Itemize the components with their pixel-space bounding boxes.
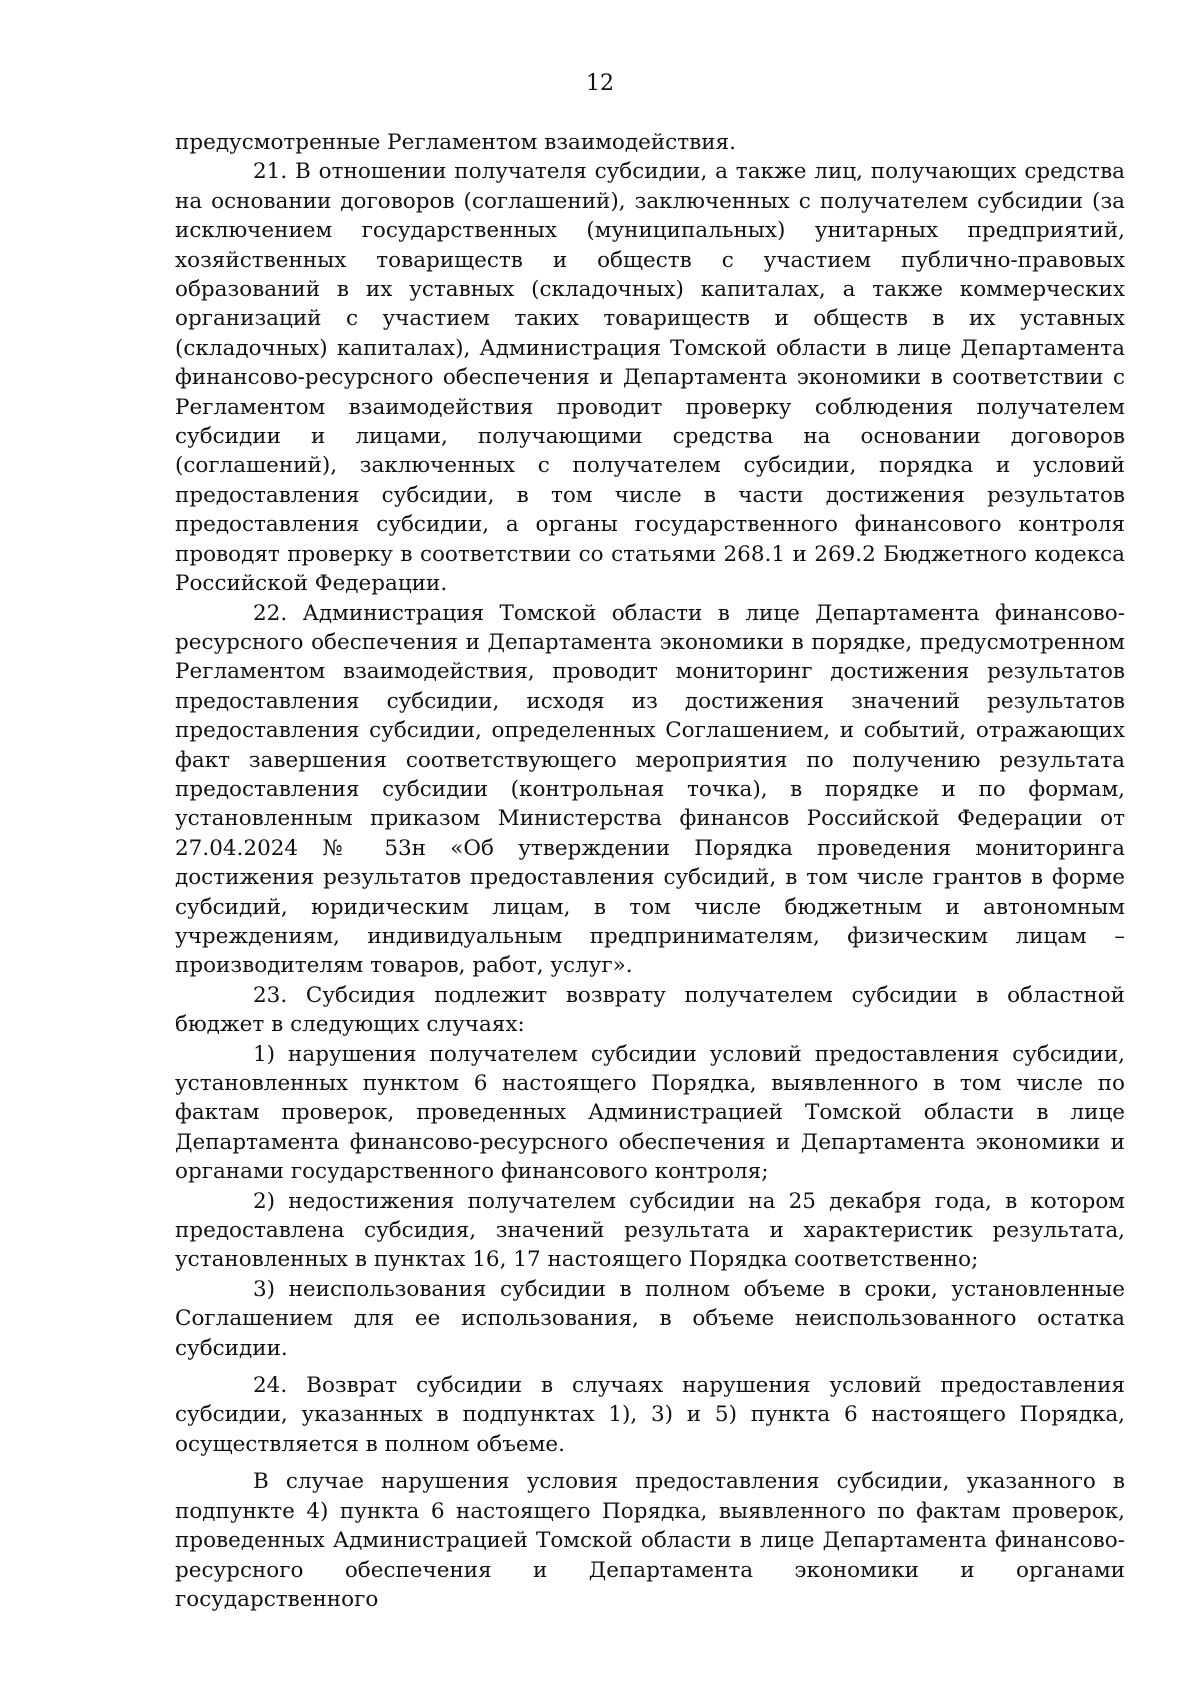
paragraph-24-continued: В случае нарушения условия предоставления субсидии, указанного в подпункте 4) пункта 6 настоящего Порядка, выявленного по фактам проверок, проведенных Администрацией Томской области в лице Департамента финансово-ресурсного обеспечения и Департамента экономики и органами государственного [175, 1469, 1125, 1612]
paragraph-23-item-1: 1) нарушения получателем субсидии условий предоставления субсидии, установленных пунктом 6 настоящего Порядка, выявленного в том числе по фактам проверок, проведенных Администрацией Томской области в лице Департамента финансово-ресурсного обеспечения и Департамента экономики и органами государственного финансового контроля; [175, 1041, 1125, 1185]
paragraph-21: 21. В отношении получателя субсидии, а также лиц, получающих средства на основании договоров (соглашений), заключенных с получателем субсидии (за исключением государственных (муниципальных) унитарных предприятий, хозяйственных товариществ и обществ с участием публично-правовых образований в их уставных (складочных) капиталах, а также коммерческих организаций с участием таких товариществ и обществ в их уставных (складочных) капиталах), Администрация Томской области в лице Департамента финансово-ресурсного обеспечения и Департамента экономики в соответствии с Регламентом взаимодействия проводит проверку соблюдения получателем субсидии и лицами, получающими средства на основании договоров (соглашений), заключенных с получателем субсидии, порядка и условий предоставления субсидии, в том числе в части достижения результатов предоставления субсидии, а органы государственного финансового контроля проводят проверку в соответствии со статьями 268.1 и 269.2 Бюджетного кодекса Российской Федерации. [175, 159, 1125, 597]
paragraph-22: 22. Администрация Томской области в лице Департамента финансово-ресурсного обеспечения и Департамента экономики в порядке, предусмотренном Регламентом взаимодействия, проводит мониторинг достижения результатов предоставления субсидии, исходя из достижения значений результатов предоставления субсидии, определенных Соглашением, и событий, отражающих факт завершения соответствующего мероприятия по получению результата предоставления субсидии (контрольная точка), в порядке и по формам, установленным приказом Министерства финансов Российской Федерации от 27.04.2024 № 53н «Об утверждении Порядка проведения мониторинга достижения результатов предоставления субсидий, в том числе грантов в форме субсидий, юридическим лицам, в том числе бюджетным и автономным учреждениям, индивидуальным предпринимателям, физическим лицам – производителям товаров, работ, услуг». [175, 600, 1125, 979]
page-number: 12 [586, 71, 614, 96]
paragraph-23-item-2: 2) недостижения получателем субсидии на 25 декабря года, в котором предоставлена субсидия, значений результата и характеристик результата, установленных в пунктах 16, 17 настоящего Порядка соответственно; [175, 1188, 1125, 1273]
paragraph-24: 24. Возврат субсидии в случаях нарушения условий предоставления субсидии, указанных в подпунктах 1), 3) и 5) пункта 6 настоящего Порядка, осуществляется в полном объеме. [175, 1373, 1125, 1457]
paragraph-23: 23. Субсидия подлежит возврату получателем субсидии в областной бюджет в следующих случаях: [175, 982, 1125, 1038]
paragraph-23-item-3: 3) неиспользования субсидии в полном объеме в сроки, установленные Соглашением для ее использования, в объеме неиспользованного остатка субсидии. [175, 1276, 1125, 1361]
paragraph-continuation: предусмотренные Регламентом взаимодействия. [175, 130, 736, 155]
document-body [175, 128, 1125, 1614]
